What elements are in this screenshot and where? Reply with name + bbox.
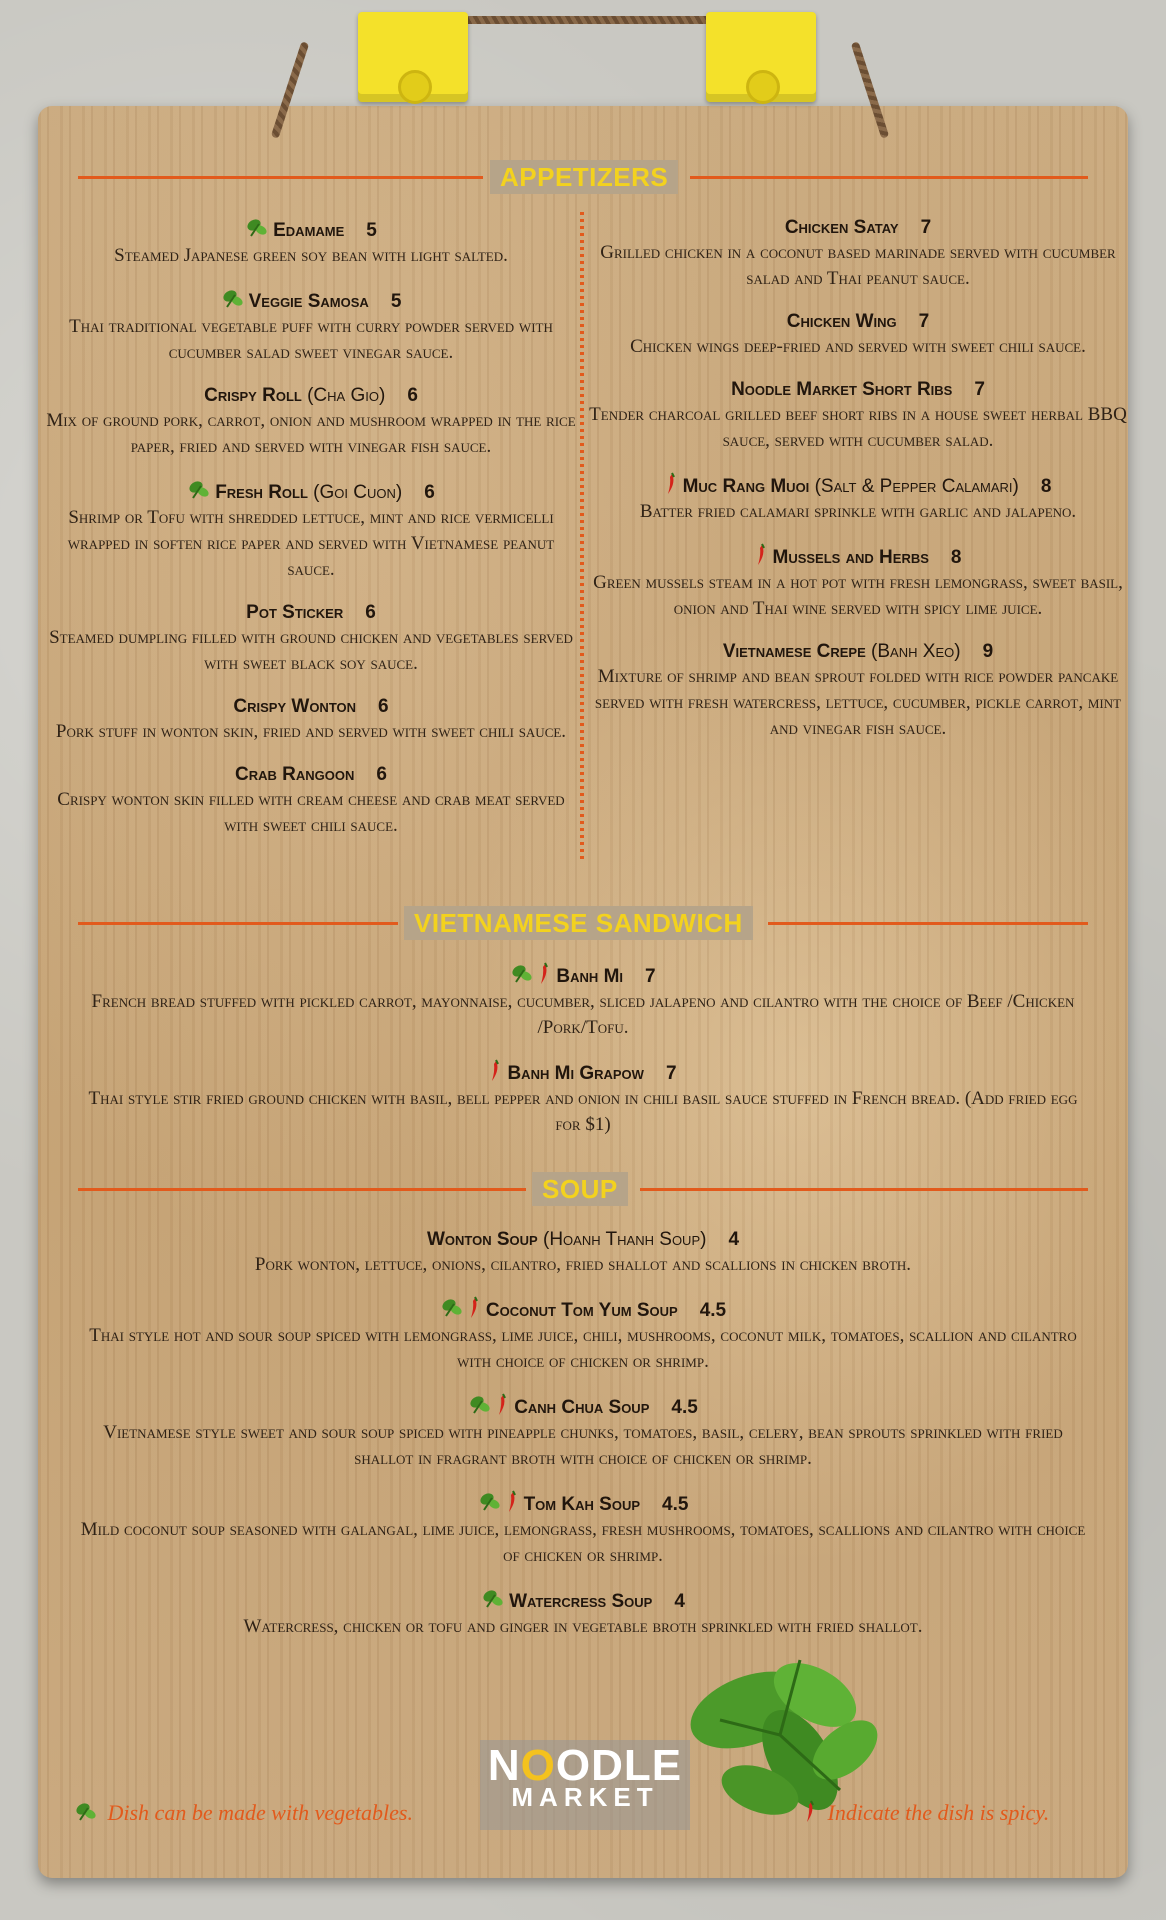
soup-header xyxy=(78,1172,1088,1206)
menu-item-description: Mild coconut soup seasoned with galangal, lime juice, lemongrass, fresh mushrooms, tomatoes, scallions and cilantro with choice of chicken or shrimp. xyxy=(80,1519,1086,1566)
leaf-icon xyxy=(468,1393,492,1417)
chili-pepper-icon xyxy=(506,1490,518,1514)
legend-veg-text: Dish can be made with vegetables. xyxy=(107,1800,413,1825)
menu-item-title xyxy=(588,472,1128,499)
chili-pepper-icon xyxy=(489,1059,501,1083)
menu-item-title xyxy=(46,287,576,314)
menu-item-description: Tender charcoal grilled beef short ribs in a house sweet herbal BBQ sauce, served with cucumber salad. xyxy=(589,404,1127,451)
menu-item xyxy=(46,695,576,745)
menu-item-description: Pork wonton, lettuce, onions, cilantro, fried shallot and scallions in chicken broth. xyxy=(254,1254,912,1275)
menu-item-subtitle: (Banh Xeo) xyxy=(865,641,961,662)
leaf-icon xyxy=(481,1587,505,1611)
logo-letter: O xyxy=(520,1741,556,1790)
clip-right xyxy=(706,12,816,102)
menu-item-name: Wonton Soup xyxy=(426,1229,538,1250)
menu-item xyxy=(78,1059,1088,1138)
menu-item-name: Noodle Market Short Ribs xyxy=(731,379,953,400)
logo-letters: ODLE xyxy=(555,1741,683,1790)
menu-item-subtitle: (Goi Cuon) xyxy=(307,482,403,503)
menu-item-description: Green mussels steam in a hot pot with fresh lemongrass, sweet basil, onion and Thai wine served with spicy lime juice. xyxy=(593,572,1123,619)
menu-item-price: 9 xyxy=(982,641,994,662)
column-divider xyxy=(580,212,584,862)
menu-item-description: Grilled chicken in a coconut based marinade served with cucumber salad and Thai peanut sauce. xyxy=(600,242,1116,289)
menu-item-name: Crab Rangoon xyxy=(235,764,355,785)
menu-item-description: Thai style hot and sour soup spiced with lemongrass, lime juice, chili, mushrooms, coconut milk, tomatoes, scallion and cilantro with choice of chicken or shrimp. xyxy=(89,1325,1077,1372)
menu-item-title xyxy=(78,1296,1088,1323)
menu-item-price: 7 xyxy=(665,1063,677,1084)
logo-line-2: MARKET xyxy=(511,1782,659,1812)
menu-item-price: 4 xyxy=(674,1591,685,1612)
menu-item-title xyxy=(588,543,1128,570)
menu-item-name: Muc Rang Muoi xyxy=(682,476,810,497)
leaf-icon xyxy=(440,1296,464,1320)
menu-item-price: 6 xyxy=(424,482,435,503)
menu-item-price: 6 xyxy=(378,696,389,717)
menu-item-name: Edamame xyxy=(273,220,345,241)
menu-item-price: 4.5 xyxy=(699,1300,727,1321)
logo-letter: N xyxy=(487,1741,521,1790)
menu-item-description: Thai style stir fried ground chicken with basil, bell pepper and onion in chili basil sauce stuffed in French bread. (Add fried egg for $1) xyxy=(88,1088,1078,1135)
menu-item xyxy=(46,384,576,460)
menu-item-subtitle: (Hoanh Thanh Soup) xyxy=(537,1229,707,1250)
menu-item-name: Chicken Satay xyxy=(784,217,899,238)
legend-veg xyxy=(74,1800,413,1826)
menu-item xyxy=(46,216,576,269)
menu-item-name: Watercress Soup xyxy=(509,1591,653,1612)
menu-item-price: 6 xyxy=(376,764,387,785)
menu-item-description: Steamed dumpling filled with ground chicken and vegetables served with sweet black soy sauce. xyxy=(49,627,573,674)
menu-item-description: Thai traditional vegetable puff with curry powder served with cucumber salad sweet vinegar sauce. xyxy=(69,316,553,363)
menu-item-description: Shrimp or Tofu with shredded lettuce, mint and rice vermicelli wrapped in soften rice paper and served with Vietnamese peanut sauce. xyxy=(67,507,555,580)
menu-item xyxy=(78,962,1088,1041)
menu-item-title xyxy=(46,384,576,408)
leaf-icon xyxy=(74,1800,98,1824)
header-rule xyxy=(78,1188,526,1191)
menu-item-name: Pot Sticker xyxy=(246,602,344,623)
menu-item-subtitle: (Salt & Pepper Calamari) xyxy=(809,476,1019,497)
menu-item-price: 8 xyxy=(950,547,962,568)
menu-item-subtitle: (Cha Gio) xyxy=(301,385,386,406)
menu-item-title xyxy=(46,601,576,625)
section-title: VIETNAMESE SANDWICH xyxy=(404,906,753,940)
header-rule xyxy=(640,1188,1088,1191)
legend-spicy-text: Indicate the dish is spicy. xyxy=(827,1800,1050,1825)
menu-item-description: Steamed Japanese green soy bean with light salted. xyxy=(114,245,508,266)
menu-item-description: Mix of ground pork, carrot, onion and mushroom wrapped in the rice paper, fried and served with vinegar fish sauce. xyxy=(46,410,576,457)
menu-item-description: Mixture of shrimp and bean sprout folded with rice powder pancake served with fresh watercress, lettuce, cucumber, pickle carrot, mint and vinegar fish sauce. xyxy=(594,666,1122,739)
clip-left xyxy=(358,12,468,102)
menu-item-title xyxy=(46,695,576,719)
header-rule xyxy=(768,922,1088,925)
menu-item-title xyxy=(78,1059,1088,1086)
menu-item-name: Banh Mi xyxy=(556,966,624,987)
menu-item xyxy=(46,478,576,583)
menu-item xyxy=(78,1490,1088,1569)
chili-pepper-icon xyxy=(468,1296,480,1320)
menu-item-title xyxy=(46,478,576,505)
menu-item-description: French bread stuffed with pickled carrot, mayonnaise, cucumber, sliced jalapeno and cilantro with the choice of Beef /Chicken /Pork/Tofu. xyxy=(91,991,1075,1038)
menu-item xyxy=(588,216,1128,292)
chili-pepper-icon xyxy=(755,543,767,567)
menu-item-price: 6 xyxy=(365,602,376,623)
menu-item-name: Tom Kah Soup xyxy=(523,1494,641,1515)
menu-item-name: Canh Chua Soup xyxy=(514,1397,650,1418)
menu-item xyxy=(46,763,576,839)
bolt-icon xyxy=(746,70,780,104)
section-title: SOUP xyxy=(532,1172,628,1206)
menu-item-title xyxy=(78,962,1088,989)
menu-item xyxy=(78,1393,1088,1472)
menu-item xyxy=(46,287,576,366)
menu-item-description: Chicken wings deep-fried and served with sweet chili sauce. xyxy=(630,336,1086,357)
menu-item-name: Mussels and Herbs xyxy=(772,547,929,568)
menu-item xyxy=(588,472,1128,525)
menu-item-title xyxy=(588,640,1128,664)
menu-item xyxy=(588,640,1128,742)
menu-item-price: 5 xyxy=(390,291,402,312)
menu-item-title xyxy=(46,216,576,243)
menu-item-title xyxy=(78,1228,1088,1252)
appetizers-right-column xyxy=(588,216,1128,760)
header-rule xyxy=(78,922,398,925)
legend-spicy xyxy=(804,1800,1049,1826)
leaf-icon xyxy=(187,478,211,502)
section-title: APPETIZERS xyxy=(490,160,678,194)
menu-item-price: 8 xyxy=(1040,476,1052,497)
menu-item-price: 6 xyxy=(407,385,418,406)
menu-item xyxy=(588,310,1128,360)
menu-item-title xyxy=(588,310,1128,334)
menu-item-price: 5 xyxy=(366,220,377,241)
menu-item-price: 4 xyxy=(728,1229,740,1250)
menu-item-description: Pork stuff in wonton skin, fried and served with sweet chili sauce. xyxy=(55,721,567,742)
menu-item-price: 7 xyxy=(918,311,930,332)
leaf-icon xyxy=(510,962,534,986)
menu-item-title xyxy=(78,1490,1088,1517)
chili-pepper-icon xyxy=(804,1800,816,1824)
menu-item-name: Chicken Wing xyxy=(786,311,897,332)
menu-item-name: Vietnamese Crepe xyxy=(722,641,866,662)
header-rule xyxy=(690,176,1088,179)
menu-item-name: Crispy Roll xyxy=(204,385,302,406)
menu-item-name: Banh Mi Grapow xyxy=(507,1063,644,1084)
menu-item-description: Batter fried calamari sprinkle with garlic and jalapeno. xyxy=(639,501,1077,522)
menu-item-title xyxy=(78,1587,1088,1614)
menu-item-description: Watercress, chicken or tofu and ginger in vegetable broth sprinkled with fried shallot. xyxy=(243,1616,923,1637)
menu-item-price: 4.5 xyxy=(671,1397,698,1418)
chili-pepper-icon xyxy=(538,962,550,986)
menu-item-price: 7 xyxy=(645,966,656,987)
leaf-icon xyxy=(221,287,245,311)
menu-item-price: 7 xyxy=(974,379,985,400)
leaf-icon xyxy=(478,1490,502,1514)
menu-item-description: Vietnamese style sweet and sour soup spiced with pineapple chunks, tomatoes, basil, celery, bean sprouts sprinkled with fried shallot in fragrant broth with choice of chicken or shrimp. xyxy=(103,1422,1063,1469)
menu-item-title xyxy=(46,763,576,787)
menu-item-name: Veggie Samosa xyxy=(248,291,369,312)
menu-item-price: 7 xyxy=(920,217,932,238)
bolt-icon xyxy=(398,70,432,104)
leaf-icon xyxy=(245,216,269,240)
menu-item xyxy=(78,1228,1088,1278)
soup-column xyxy=(78,1228,1088,1658)
menu-item xyxy=(78,1587,1088,1640)
menu-item-name: Fresh Roll xyxy=(215,482,308,503)
header-rule xyxy=(78,176,483,179)
menu-item-title xyxy=(588,378,1128,402)
sandwich-header xyxy=(78,906,1088,940)
chili-pepper-icon xyxy=(665,472,677,496)
sandwich-column xyxy=(78,962,1088,1156)
menu-item xyxy=(588,378,1128,454)
menu-item xyxy=(588,543,1128,622)
menu-item xyxy=(78,1296,1088,1375)
appetizers-left-column xyxy=(46,216,576,857)
appetizers-header xyxy=(78,160,1088,194)
menu-item-name: Coconut Tom Yum Soup xyxy=(485,1300,678,1321)
menu-item-description: Crispy wonton skin filled with cream cheese and crab meat served with sweet chili sauce. xyxy=(57,789,565,836)
chili-pepper-icon xyxy=(496,1393,508,1417)
menu-item-title xyxy=(78,1393,1088,1420)
menu-item-price: 4.5 xyxy=(662,1494,689,1515)
menu-item xyxy=(46,601,576,677)
noodle-market-logo xyxy=(480,1740,690,1830)
menu-item-name: Crispy Wonton xyxy=(233,696,357,717)
menu-item-title xyxy=(588,216,1128,240)
